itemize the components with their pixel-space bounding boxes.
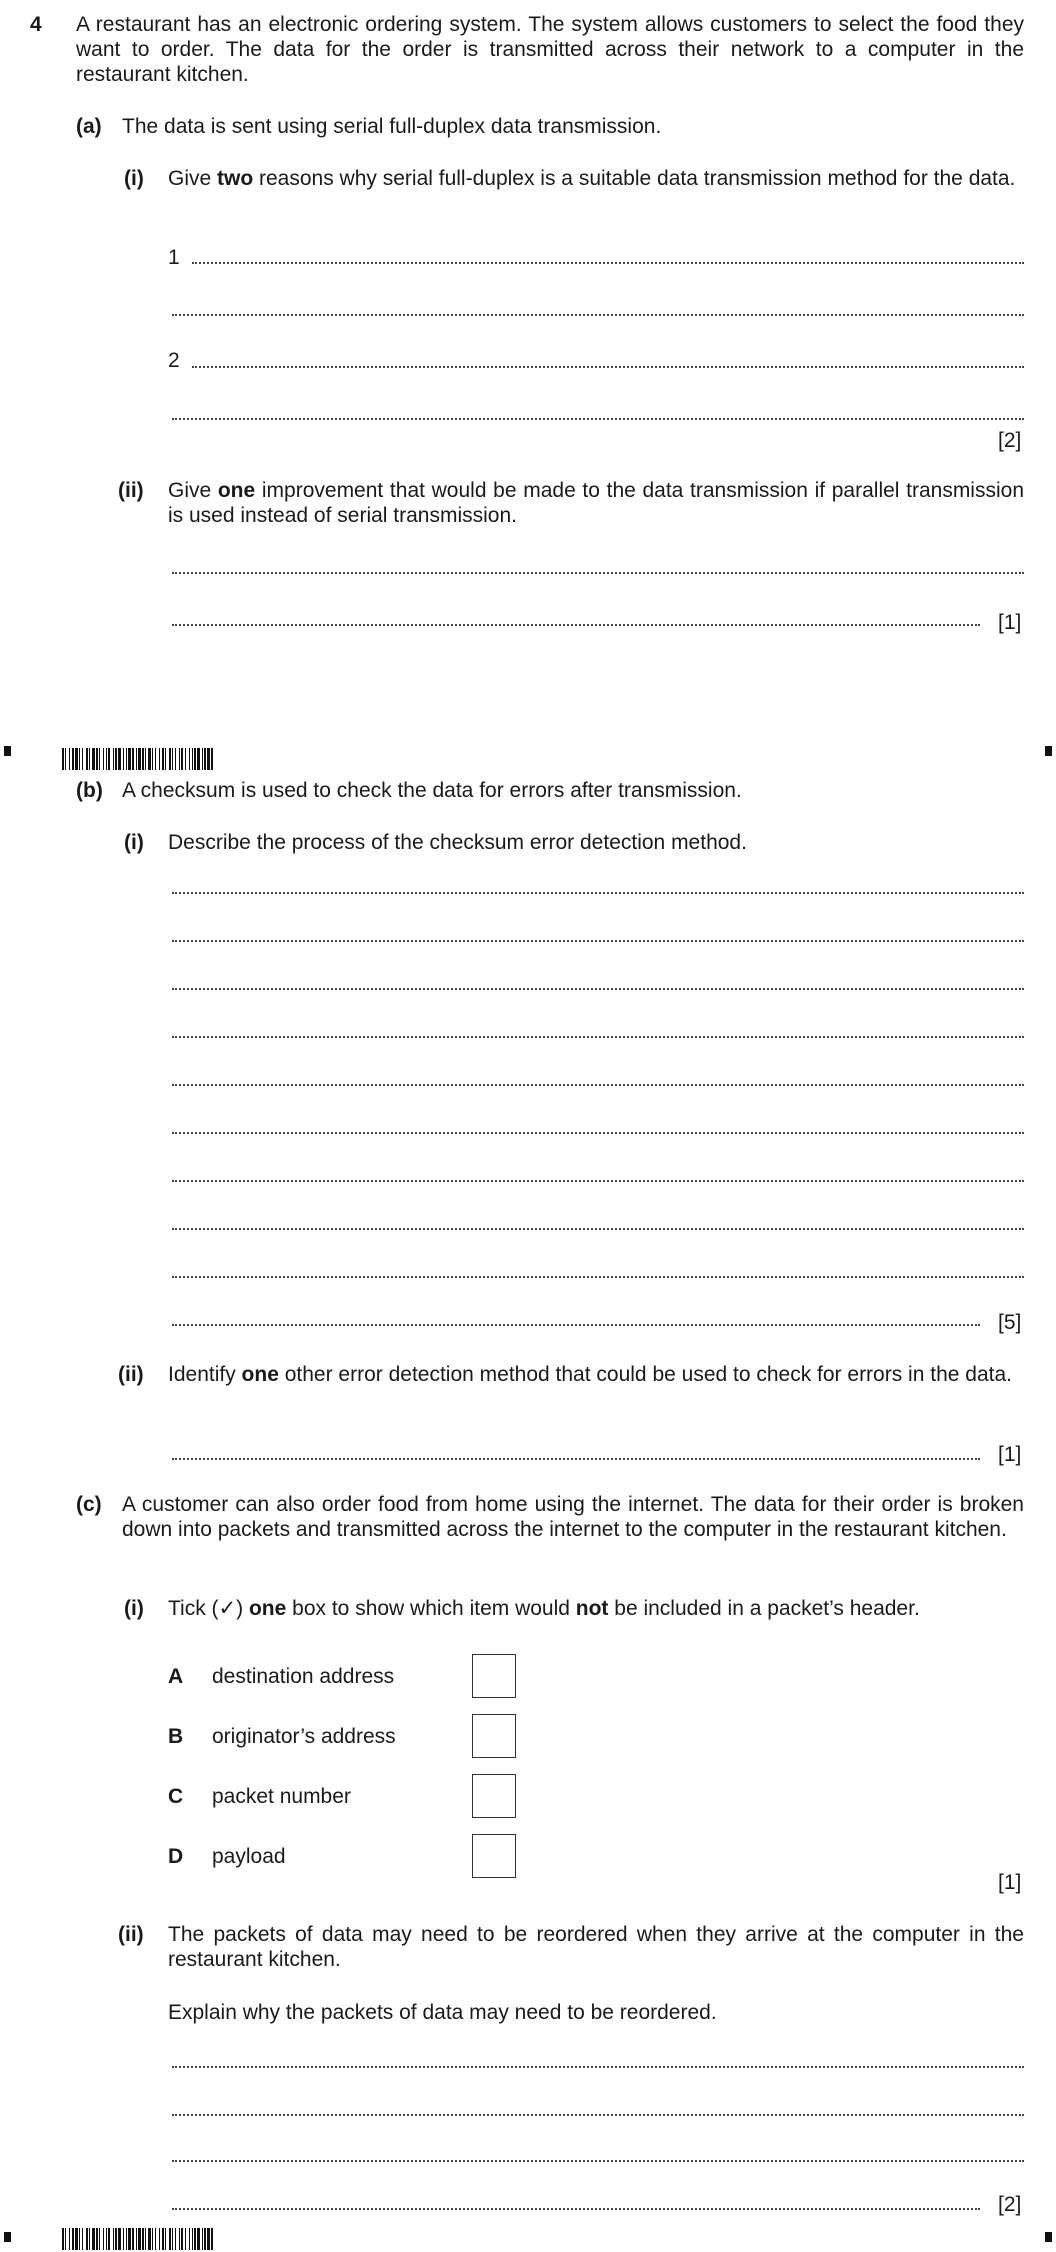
answer-line[interactable] bbox=[172, 892, 1024, 894]
barcode-bar bbox=[211, 748, 213, 770]
option-b-letter: B bbox=[168, 1725, 184, 1748]
answer-line[interactable] bbox=[192, 262, 1024, 264]
tick-box-d[interactable] bbox=[472, 1834, 516, 1878]
answer-line-number-1: 1 bbox=[168, 246, 180, 269]
part-b-text: A checksum is used to check the data for errors after transmission. bbox=[122, 779, 742, 802]
option-c-text: packet number bbox=[212, 1785, 351, 1808]
option-c-letter: C bbox=[168, 1785, 184, 1808]
barcode bbox=[62, 2228, 424, 2250]
answer-line-number-2: 2 bbox=[168, 349, 180, 372]
tick-box-b[interactable] bbox=[472, 1714, 516, 1758]
answer-line[interactable] bbox=[172, 1324, 980, 1326]
marks-a-i: [2] bbox=[998, 429, 1022, 452]
option-b-text: originator’s address bbox=[212, 1725, 396, 1748]
marks-b-ii: [1] bbox=[998, 1443, 1022, 1466]
part-c-ii-instruction: Explain why the packets of data may need to be reordered. bbox=[168, 2001, 717, 2024]
answer-line[interactable] bbox=[172, 1228, 1024, 1230]
part-b-i-question: Describe the process of the checksum error detection method. bbox=[168, 831, 747, 854]
answer-line[interactable] bbox=[172, 1036, 1024, 1038]
margin-marker bbox=[1045, 2232, 1052, 2242]
part-c-label: (c) bbox=[76, 1493, 102, 1516]
part-a-i-label: (i) bbox=[124, 167, 144, 190]
answer-line[interactable] bbox=[172, 940, 1024, 942]
part-c-i-question: Tick (✓) one box to show which item would not be included in a packet’s header. bbox=[168, 1597, 920, 1620]
marks-c-i: [1] bbox=[998, 1871, 1022, 1894]
answer-line[interactable] bbox=[172, 1458, 980, 1460]
part-a-i-question: Give two reasons why serial full-duplex is a suitable data transmission method for the data. bbox=[168, 167, 1016, 190]
marks-a-ii: [1] bbox=[998, 611, 1022, 634]
marks-b-i: [5] bbox=[998, 1311, 1022, 1334]
answer-line[interactable] bbox=[172, 572, 1024, 574]
margin-marker bbox=[1045, 746, 1052, 756]
answer-line[interactable] bbox=[172, 2160, 1024, 2162]
answer-line[interactable] bbox=[172, 1180, 1024, 1182]
margin-marker bbox=[4, 746, 11, 756]
option-a-text: destination address bbox=[212, 1665, 395, 1688]
answer-line[interactable] bbox=[172, 2208, 980, 2210]
question-stem: A restaurant has an electronic ordering system. The system allows customers to select the food they want to order. The data for the order is transmitted across their network to a computer in the restaurant kitchen. bbox=[76, 13, 1024, 86]
part-a-text: The data is sent using serial full-duplex data transmission. bbox=[122, 115, 662, 138]
margin-marker bbox=[4, 2232, 11, 2242]
part-c-ii-question: The packets of data may need to be reordered when they arrive at the computer in the restaurant kitchen. bbox=[168, 1923, 1024, 1971]
part-c-text: A customer can also order food from home using the internet. The data for their order is broken down into packets and transmitted across the internet to the computer in the restaurant kitchen. bbox=[122, 1493, 1024, 1541]
tick-box-c[interactable] bbox=[472, 1774, 516, 1818]
barcode-bar bbox=[211, 2228, 213, 2250]
part-a-ii-label: (ii) bbox=[118, 479, 144, 502]
question-number: 4 bbox=[30, 13, 42, 36]
part-b-label: (b) bbox=[76, 779, 103, 802]
option-d-text: payload bbox=[212, 1845, 286, 1868]
answer-line[interactable] bbox=[172, 988, 1024, 990]
answer-line[interactable] bbox=[172, 624, 980, 626]
option-d-letter: D bbox=[168, 1845, 184, 1868]
answer-line[interactable] bbox=[172, 1132, 1024, 1134]
part-b-ii-label: (ii) bbox=[118, 1363, 144, 1386]
part-a-ii-question: Give one improvement that would be made to the data transmission if parallel transmission is used instead of serial transmission. bbox=[168, 479, 1024, 527]
tick-box-a[interactable] bbox=[472, 1654, 516, 1698]
part-b-ii-question: Identify one other error detection method that could be used to check for errors in the data. bbox=[168, 1363, 1012, 1386]
answer-line[interactable] bbox=[172, 1084, 1024, 1086]
part-a-label: (a) bbox=[76, 115, 102, 138]
answer-line[interactable] bbox=[172, 1276, 1024, 1278]
answer-line[interactable] bbox=[172, 2066, 1024, 2068]
answer-line[interactable] bbox=[172, 418, 1024, 420]
part-c-i-label: (i) bbox=[124, 1597, 144, 1620]
marks-c-ii: [2] bbox=[998, 2193, 1022, 2216]
part-b-i-label: (i) bbox=[124, 831, 144, 854]
answer-line[interactable] bbox=[172, 2114, 1024, 2116]
barcode bbox=[62, 748, 424, 770]
answer-line[interactable] bbox=[172, 314, 1024, 316]
part-c-ii-label: (ii) bbox=[118, 1923, 144, 1946]
answer-line[interactable] bbox=[192, 366, 1024, 368]
option-a-letter: A bbox=[168, 1665, 184, 1688]
